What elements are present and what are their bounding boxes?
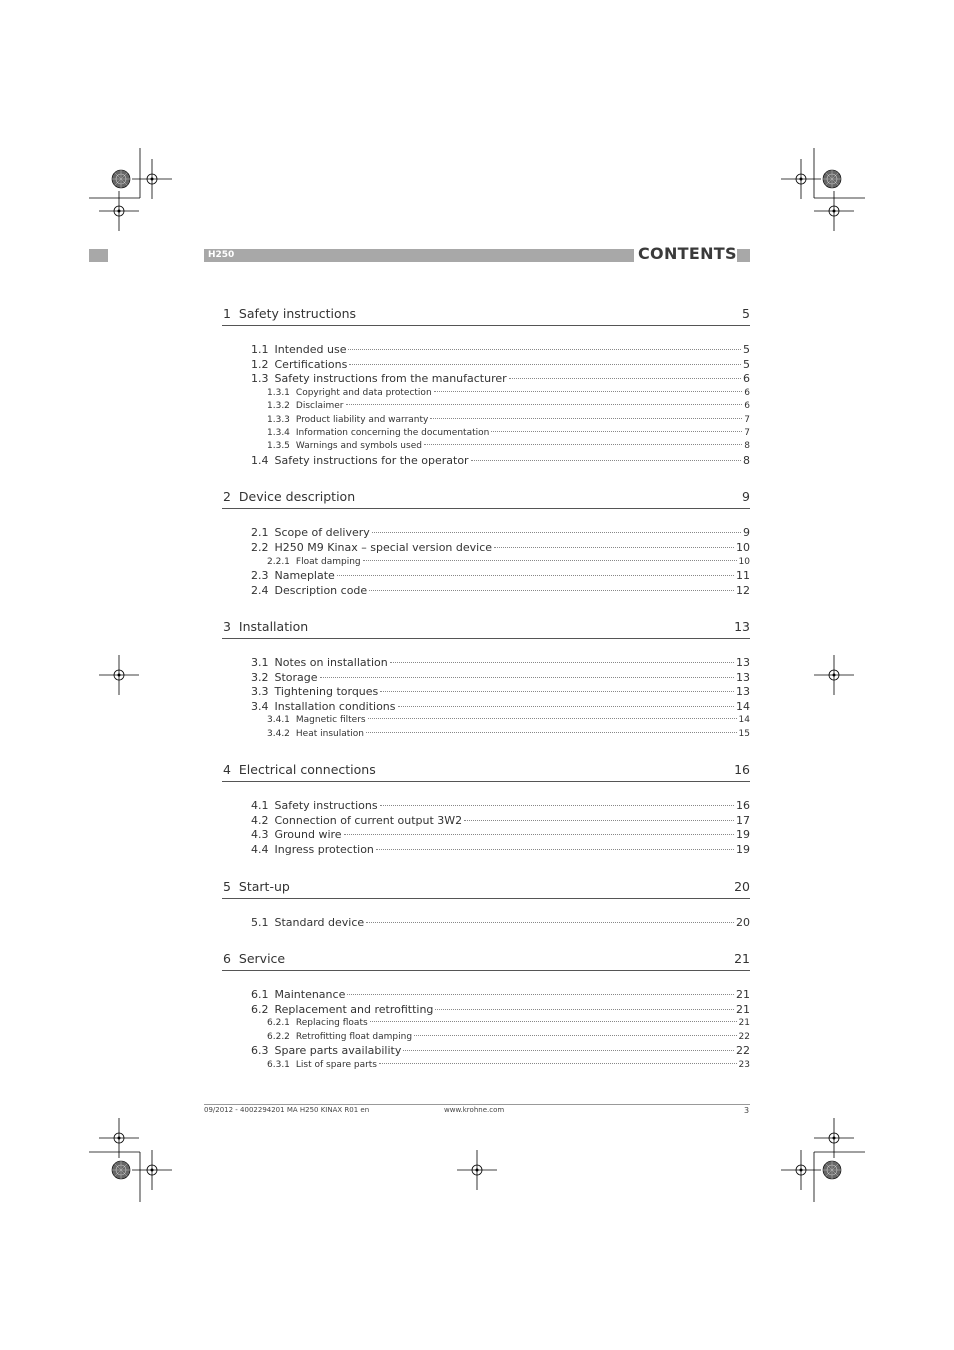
entry-number: 1.3.2 bbox=[267, 401, 290, 412]
footer-doc-id: 09/2012 - 4002294201 MA H250 KINAX R01 en bbox=[204, 1106, 370, 1114]
entry-page: 21 bbox=[736, 988, 750, 1002]
toc-entry-list bbox=[222, 343, 750, 468]
chapter-page: 9 bbox=[742, 489, 750, 505]
entry-title: H250 M9 Kinax – special version device bbox=[274, 540, 493, 554]
entry-title: Storage bbox=[274, 670, 318, 684]
dot-leader bbox=[434, 391, 743, 392]
entry-page: 19 bbox=[736, 843, 750, 857]
entry-title: Safety instructions from the manufacturer bbox=[274, 372, 507, 386]
entry-title: Ground wire bbox=[274, 828, 342, 842]
entry-number: 1.3.1 bbox=[267, 387, 290, 398]
chapter-title bbox=[223, 762, 376, 777]
entry-page: 9 bbox=[743, 526, 750, 540]
entry-page: 5 bbox=[743, 357, 750, 371]
toc-chapter[interactable] bbox=[222, 300, 750, 326]
dot-leader bbox=[366, 732, 737, 733]
chapter-title-text: Installation bbox=[238, 619, 309, 635]
entry-title: Safety instructions bbox=[274, 799, 378, 813]
color-target-icon bbox=[112, 1161, 130, 1179]
color-target-icon bbox=[112, 170, 130, 188]
dot-leader bbox=[372, 532, 741, 533]
entry-page: 21 bbox=[738, 1018, 750, 1029]
toc-entry[interactable] bbox=[222, 1003, 750, 1018]
header-marker-left bbox=[89, 249, 108, 262]
entry-title: Replacing floats bbox=[295, 1018, 368, 1029]
entry-number: 4.3 bbox=[251, 828, 269, 842]
toc-entry[interactable] bbox=[222, 400, 750, 413]
dot-leader bbox=[398, 706, 734, 707]
entry-page: 8 bbox=[743, 453, 750, 467]
chapter-number: 5 bbox=[223, 878, 231, 894]
entry-page: 8 bbox=[744, 441, 750, 452]
toc-entry[interactable] bbox=[222, 714, 750, 727]
entry-title: Information concerning the documentation bbox=[295, 427, 490, 438]
entry-number: 1.3.4 bbox=[267, 427, 290, 438]
crop-mark-icon bbox=[781, 1150, 821, 1190]
toc-entry[interactable] bbox=[222, 671, 750, 686]
footer-rule bbox=[204, 1104, 750, 1105]
chapter-page: 21 bbox=[734, 951, 750, 967]
chapter-title bbox=[223, 306, 356, 321]
entry-number: 3.4 bbox=[251, 699, 269, 713]
entry-title: Warnings and symbols used bbox=[295, 441, 422, 452]
crop-mark-icon bbox=[457, 1150, 497, 1190]
entry-number: 3.2 bbox=[251, 670, 269, 684]
entry-page: 22 bbox=[736, 1044, 750, 1058]
chapter-title bbox=[223, 489, 355, 504]
toc-entry[interactable] bbox=[222, 343, 750, 358]
entry-title: Float damping bbox=[295, 556, 361, 567]
dot-leader bbox=[509, 378, 741, 379]
toc-entry[interactable] bbox=[222, 584, 750, 599]
dot-leader bbox=[491, 431, 742, 432]
entry-page: 13 bbox=[736, 656, 750, 670]
entry-page: 6 bbox=[744, 387, 750, 398]
entry-number: 3.4.1 bbox=[267, 715, 290, 726]
toc-chapter[interactable] bbox=[222, 483, 750, 509]
toc-entry[interactable] bbox=[222, 556, 750, 569]
footer-website: www.krohne.com bbox=[444, 1106, 505, 1114]
entry-title: Safety instructions for the operator bbox=[274, 453, 469, 467]
entry-number: 1.3.5 bbox=[267, 441, 290, 452]
entry-page: 14 bbox=[736, 699, 750, 713]
toc-entry[interactable] bbox=[222, 454, 750, 469]
dot-leader bbox=[347, 994, 734, 995]
toc-entry[interactable] bbox=[222, 387, 750, 400]
dot-leader bbox=[390, 662, 734, 663]
toc-entry[interactable] bbox=[222, 1017, 750, 1030]
entry-page: 21 bbox=[736, 1002, 750, 1016]
entry-page: 13 bbox=[736, 685, 750, 699]
dot-leader bbox=[344, 834, 734, 835]
entry-page: 7 bbox=[744, 427, 750, 438]
entry-title: Maintenance bbox=[274, 988, 346, 1002]
chapter-page: 20 bbox=[734, 878, 750, 894]
toc-entry[interactable] bbox=[222, 427, 750, 440]
entry-page: 13 bbox=[736, 670, 750, 684]
header-bar bbox=[204, 249, 634, 262]
dot-leader bbox=[376, 849, 734, 850]
entry-number: 3.4.2 bbox=[267, 728, 290, 739]
dot-leader bbox=[349, 364, 741, 365]
toc-chapter[interactable] bbox=[222, 613, 750, 639]
entry-number: 6.3.1 bbox=[267, 1059, 290, 1070]
entry-page: 20 bbox=[736, 915, 750, 929]
dot-leader bbox=[379, 1063, 737, 1064]
toc-entry[interactable] bbox=[222, 988, 750, 1003]
chapter-title-text: Device description bbox=[238, 489, 356, 505]
dot-leader bbox=[337, 575, 734, 576]
chapter-number: 6 bbox=[223, 951, 231, 967]
chapter-title bbox=[223, 951, 285, 966]
entry-page: 12 bbox=[736, 583, 750, 597]
entry-page: 22 bbox=[738, 1031, 750, 1042]
chapter-title-text: Safety instructions bbox=[238, 306, 357, 321]
crop-mark-icon bbox=[132, 1150, 172, 1190]
entry-number: 2.2.1 bbox=[267, 556, 290, 567]
dot-leader bbox=[494, 547, 734, 548]
toc-entry-list bbox=[222, 656, 750, 741]
entry-title: Connection of current output 3W2 bbox=[274, 813, 463, 827]
entry-number: 1.1 bbox=[251, 343, 269, 356]
entry-page: 23 bbox=[738, 1059, 750, 1070]
dot-leader bbox=[368, 718, 737, 719]
entry-number: 2.1 bbox=[251, 526, 269, 540]
table-of-contents bbox=[222, 300, 750, 1087]
entry-number: 1.4 bbox=[251, 453, 269, 467]
entry-number: 6.2.1 bbox=[267, 1018, 290, 1029]
toc-entry-list bbox=[222, 799, 750, 857]
dot-leader bbox=[380, 805, 734, 806]
entry-title: Copyright and data protection bbox=[295, 387, 432, 398]
entry-number: 1.3 bbox=[251, 372, 269, 386]
dot-leader bbox=[471, 460, 741, 461]
toc-entry-list bbox=[222, 526, 750, 598]
toc-entry[interactable] bbox=[222, 1059, 750, 1072]
entry-page: 7 bbox=[744, 414, 750, 425]
dot-leader bbox=[366, 922, 734, 923]
toc-entry[interactable] bbox=[222, 916, 750, 931]
entry-page: 6 bbox=[744, 401, 750, 412]
crop-mark-icon bbox=[132, 159, 172, 199]
color-target-icon bbox=[823, 170, 841, 188]
entry-title: Intended use bbox=[274, 343, 347, 356]
entry-title: Product liability and warranty bbox=[295, 414, 429, 425]
dot-leader bbox=[414, 1035, 737, 1036]
entry-number: 2.2 bbox=[251, 540, 269, 554]
entry-number: 6.2 bbox=[251, 1002, 269, 1016]
toc-entry[interactable] bbox=[222, 1031, 750, 1044]
dot-leader bbox=[369, 590, 734, 591]
color-target-icon bbox=[823, 1161, 841, 1179]
chapter-page: 16 bbox=[734, 762, 750, 778]
entry-title: Magnetic filters bbox=[295, 715, 366, 726]
entry-number: 6.2.2 bbox=[267, 1031, 290, 1042]
entry-page: 19 bbox=[736, 828, 750, 842]
toc-entry[interactable] bbox=[222, 358, 750, 373]
toc-entry[interactable] bbox=[222, 814, 750, 829]
toc-entry[interactable] bbox=[222, 569, 750, 584]
page-title: CONTENTS bbox=[638, 244, 737, 263]
toc-chapter[interactable] bbox=[222, 873, 750, 899]
entry-title: Scope of delivery bbox=[274, 526, 370, 540]
crop-mark-icon bbox=[814, 191, 854, 231]
entry-title: Heat insulation bbox=[295, 728, 364, 739]
chapter-title bbox=[223, 879, 290, 894]
entry-page: 15 bbox=[738, 728, 750, 739]
toc-chapter[interactable] bbox=[222, 945, 750, 971]
toc-entry[interactable] bbox=[222, 656, 750, 671]
toc-entry[interactable] bbox=[222, 700, 750, 715]
toc-entry[interactable] bbox=[222, 685, 750, 700]
entry-page: 17 bbox=[736, 813, 750, 827]
entry-title: Installation conditions bbox=[274, 699, 396, 713]
entry-number: 4.4 bbox=[251, 843, 269, 857]
entry-title: Certifications bbox=[274, 357, 348, 371]
toc-entry[interactable] bbox=[222, 799, 750, 814]
toc-entry[interactable] bbox=[222, 526, 750, 541]
dot-leader bbox=[380, 691, 734, 692]
entry-page: 16 bbox=[736, 799, 750, 813]
dot-leader bbox=[346, 404, 743, 405]
entry-number: 5.1 bbox=[251, 915, 269, 929]
entry-number: 6.3 bbox=[251, 1044, 269, 1058]
dot-leader bbox=[363, 560, 737, 561]
toc-entry[interactable] bbox=[222, 843, 750, 858]
chapter-number: 3 bbox=[223, 619, 231, 635]
entry-page: 6 bbox=[743, 372, 750, 386]
chapter-title bbox=[223, 619, 308, 634]
entry-title: List of spare parts bbox=[295, 1059, 377, 1070]
entry-title: Notes on installation bbox=[274, 656, 388, 670]
header-doc-label: H250 bbox=[208, 250, 235, 260]
entry-number: 1.2 bbox=[251, 357, 269, 371]
toc-entry[interactable] bbox=[222, 728, 750, 741]
entry-number: 3.1 bbox=[251, 656, 269, 670]
entry-number: 3.3 bbox=[251, 685, 269, 699]
entry-number: 4.2 bbox=[251, 813, 269, 827]
entry-title: Retrofitting float damping bbox=[295, 1031, 413, 1042]
toc-chapter[interactable] bbox=[222, 756, 750, 782]
chapter-number: 4 bbox=[223, 762, 231, 778]
chapter-page: 13 bbox=[734, 619, 750, 635]
dot-leader bbox=[403, 1050, 734, 1051]
entry-title: Spare parts availability bbox=[274, 1044, 402, 1058]
toc-entry[interactable] bbox=[222, 541, 750, 556]
entry-title: Disclaimer bbox=[295, 401, 344, 412]
chapter-title-text: Start-up bbox=[238, 878, 290, 894]
entry-title: Ingress protection bbox=[274, 843, 374, 857]
header-marker-right bbox=[737, 249, 750, 262]
dot-leader bbox=[424, 444, 742, 445]
entry-page: 14 bbox=[738, 715, 750, 726]
toc-entry[interactable] bbox=[222, 828, 750, 843]
dot-leader bbox=[464, 820, 734, 821]
entry-number: 6.1 bbox=[251, 988, 269, 1002]
crop-mark-icon bbox=[814, 655, 854, 695]
entry-number: 4.1 bbox=[251, 799, 269, 813]
chapter-number: 2 bbox=[223, 489, 231, 505]
dot-leader bbox=[430, 418, 742, 419]
chapter-number: 1 bbox=[223, 306, 231, 321]
crop-mark-icon bbox=[99, 191, 139, 231]
dot-leader bbox=[435, 1009, 734, 1010]
entry-page: 10 bbox=[736, 540, 750, 554]
toc-entry[interactable] bbox=[222, 372, 750, 387]
entry-number: 1.3.3 bbox=[267, 414, 290, 425]
page-number: 3 bbox=[744, 1106, 750, 1115]
entry-title: Nameplate bbox=[274, 568, 335, 582]
entry-number: 2.4 bbox=[251, 583, 269, 597]
entry-page: 5 bbox=[743, 343, 750, 356]
entry-title: Tightening torques bbox=[274, 685, 379, 699]
entry-page: 11 bbox=[736, 568, 750, 582]
dot-leader bbox=[348, 349, 741, 350]
crop-mark-icon bbox=[99, 655, 139, 695]
toc-entry-list bbox=[222, 988, 750, 1072]
chapter-page: 5 bbox=[742, 306, 750, 321]
dot-leader bbox=[370, 1021, 737, 1022]
entry-title: Description code bbox=[274, 583, 368, 597]
chapter-title-text: Service bbox=[238, 951, 286, 967]
entry-page: 10 bbox=[738, 556, 750, 567]
chapter-title-text: Electrical connections bbox=[238, 762, 376, 778]
toc-entry-list bbox=[222, 916, 750, 931]
entry-title: Replacement and retrofitting bbox=[274, 1002, 434, 1016]
toc-entry[interactable] bbox=[222, 414, 750, 427]
crop-mark-icon bbox=[781, 159, 821, 199]
toc-entry[interactable] bbox=[222, 440, 750, 453]
dot-leader bbox=[320, 677, 734, 678]
toc-entry[interactable] bbox=[222, 1044, 750, 1059]
entry-number: 2.3 bbox=[251, 568, 269, 582]
entry-title: Standard device bbox=[274, 915, 365, 929]
